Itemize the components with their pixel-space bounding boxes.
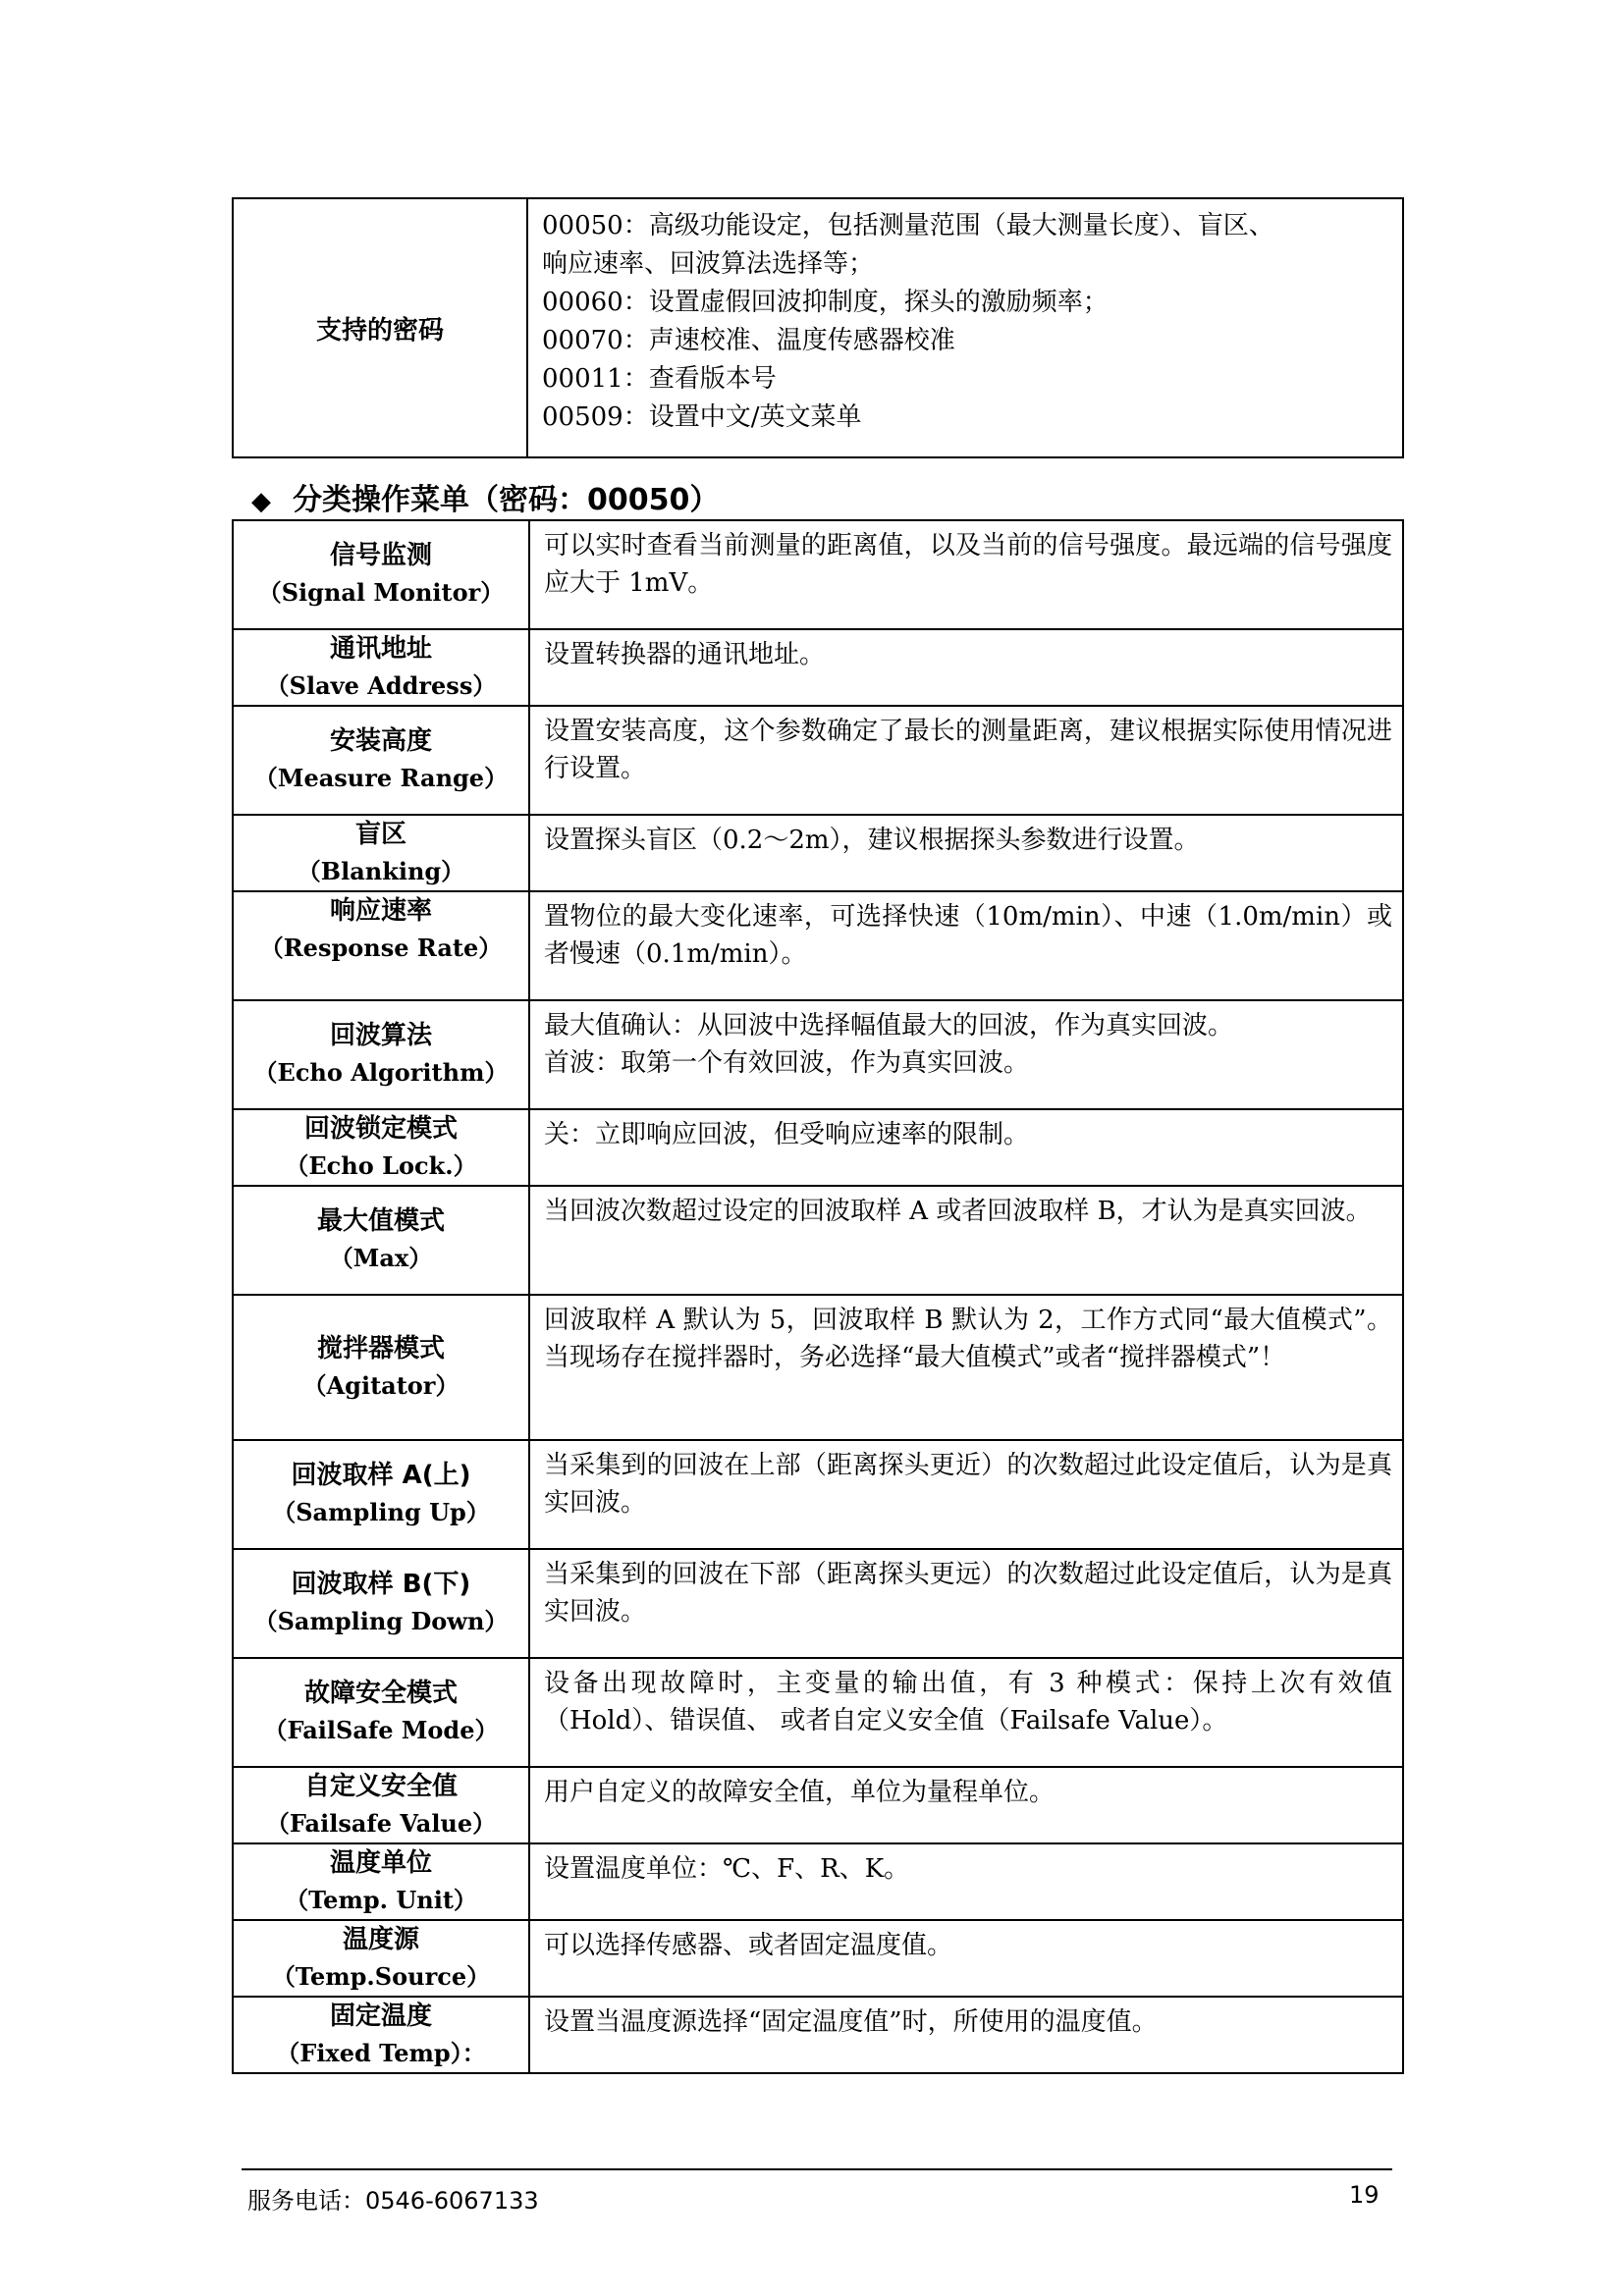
menu-name-cell bbox=[233, 1186, 529, 1295]
menu-desc-cell bbox=[529, 1767, 1403, 1843]
menu-desc: 设置探头盲区（0.2～2m），建议根据探头参数进行设置。 bbox=[544, 826, 1200, 855]
table-row bbox=[233, 1549, 1403, 1658]
menu-desc-cell bbox=[529, 1549, 1403, 1658]
table-row bbox=[233, 1109, 1403, 1186]
menu-desc-cell bbox=[529, 1920, 1403, 1997]
table-row bbox=[233, 815, 1403, 891]
menu-desc: 设置温度单位：℃、F、R、K。 bbox=[544, 1854, 910, 1884]
menu-name-cell bbox=[233, 706, 529, 815]
menu-name-en: （Measure Range） bbox=[253, 764, 509, 792]
menu-name-en: （Agitator） bbox=[302, 1371, 460, 1400]
menu-name-zh: 回波锁定模式 bbox=[303, 1114, 458, 1144]
password-line-1: 00050：高级功能设定，包括测量范围（最大测量长度）、盲区、 bbox=[542, 211, 1274, 240]
menu-name-en: （Echo Algorithm） bbox=[253, 1058, 509, 1087]
table-row bbox=[233, 1000, 1403, 1109]
password-table bbox=[232, 197, 1404, 458]
table-row bbox=[233, 706, 1403, 815]
menu-name-zh: 安装高度 bbox=[329, 726, 432, 756]
menu-desc-cell bbox=[529, 706, 1403, 815]
menu-name-en: （Blanking） bbox=[297, 857, 465, 885]
password-line-4: 00070：声速校准、温度传感器校准 bbox=[542, 326, 955, 355]
menu-name-en: （FailSafe Mode） bbox=[263, 1716, 499, 1744]
menu-name-zh: 回波取样 B(下) bbox=[291, 1570, 471, 1599]
footer-phone: 服务电话：0546-6067133 bbox=[247, 2187, 539, 2215]
menu-desc-cell bbox=[529, 1843, 1403, 1920]
table-row bbox=[233, 1843, 1403, 1920]
password-line-5: 00011：查看版本号 bbox=[542, 364, 777, 394]
menu-name-zh: 响应速率 bbox=[329, 896, 432, 926]
menu-name-zh: 信号监测 bbox=[329, 541, 432, 570]
menu-name-cell bbox=[233, 1549, 529, 1658]
menu-name-en: （Temp.Source） bbox=[271, 1962, 491, 1991]
menu-name-en: （Echo Lock.） bbox=[285, 1151, 477, 1180]
menu-name-en: （Temp. Unit） bbox=[285, 1886, 477, 1914]
menu-name-en: （Signal Monitor） bbox=[257, 578, 505, 607]
menu-name-zh: 温度单位 bbox=[329, 1848, 432, 1878]
menu-name-cell bbox=[233, 1109, 529, 1186]
footer-divider bbox=[242, 2168, 1392, 2170]
table-row bbox=[233, 1767, 1403, 1843]
menu-desc-cell bbox=[529, 1295, 1403, 1440]
page-number: 19 bbox=[1349, 2181, 1380, 2209]
menu-desc-cell bbox=[529, 520, 1403, 629]
menu-desc: 当采集到的回波在下部（距离探头更远）的次数超过此设定值后，认为是真实回波。 bbox=[544, 1560, 1392, 1627]
password-list-cell bbox=[527, 198, 1403, 457]
menu-desc: 设置安装高度，这个参数确定了最长的测量距离，建议根据实际使用情况进行设置。 bbox=[544, 717, 1392, 783]
menu-name-zh: 温度源 bbox=[342, 1925, 419, 1954]
password-line-2: 响应速率、回波算法选择等； bbox=[542, 249, 875, 279]
menu-name-cell bbox=[233, 815, 529, 891]
table-row bbox=[233, 1186, 1403, 1295]
menu-desc: 回波取样 A 默认为 5，回波取样 B 默认为 2，工作方式同“最大值模式”。当现场存在搅拌器时，务必选择“最大值模式”或者“搅拌器模式”！ bbox=[544, 1306, 1392, 1372]
menu-name-zh: 回波算法 bbox=[329, 1021, 432, 1050]
menu-desc: 最大值确认：从回波中选择幅值最大的回波，作为真实回波。 bbox=[544, 1011, 1234, 1041]
menu-desc: 关：立即响应回波，但受响应速率的限制。 bbox=[544, 1120, 1030, 1149]
menu-name-zh: 故障安全模式 bbox=[303, 1679, 458, 1708]
menu-desc: 设置当温度源选择“固定温度值”时，所使用的温度值。 bbox=[544, 2007, 1158, 2037]
menu-desc: 当回波次数超过设定的回波取样 A 或者回波取样 B，才认为是真实回波。 bbox=[544, 1197, 1372, 1226]
menu-name-zh: 固定温度 bbox=[329, 2002, 432, 2031]
menu-desc: 设置转换器的通讯地址。 bbox=[544, 640, 826, 669]
table-row bbox=[233, 1295, 1403, 1440]
menu-name-en: （Response Rate） bbox=[259, 934, 503, 962]
menu-desc: 可以选择传感器、或者固定温度值。 bbox=[544, 1931, 953, 1960]
table-row bbox=[233, 1658, 1403, 1767]
section-heading bbox=[251, 475, 719, 518]
menu-table bbox=[232, 519, 1404, 2074]
menu-name-en: （Slave Address） bbox=[265, 671, 497, 700]
menu-name-cell bbox=[233, 1000, 529, 1109]
password-line-3: 00060：设置虚假回波抑制度，探头的激励频率； bbox=[542, 288, 1109, 317]
menu-desc-cell bbox=[529, 891, 1403, 1000]
table-row bbox=[233, 1997, 1403, 2073]
menu-name-cell bbox=[233, 520, 529, 629]
table-row bbox=[233, 1920, 1403, 1997]
diamond-bullet-icon: ◆ bbox=[251, 487, 271, 516]
menu-desc: 当采集到的回波在上部（距离探头更近）的次数超过此设定值后，认为是真实回波。 bbox=[544, 1451, 1392, 1518]
menu-name-zh: 最大值模式 bbox=[316, 1206, 445, 1236]
menu-desc-cell bbox=[529, 1000, 1403, 1109]
menu-desc-cell bbox=[529, 1109, 1403, 1186]
menu-desc-cell bbox=[529, 629, 1403, 706]
menu-name-cell bbox=[233, 1658, 529, 1767]
menu-desc-second: 首波：取第一个有效回波，作为真实回波。 bbox=[544, 1048, 1030, 1078]
menu-name-cell bbox=[233, 1920, 529, 1997]
password-line-6: 00509：设置中文/英文菜单 bbox=[542, 402, 862, 432]
menu-name-en: （Sampling Up） bbox=[272, 1498, 490, 1526]
menu-name-zh: 回波取样 A(上) bbox=[291, 1461, 471, 1490]
table-row bbox=[233, 520, 1403, 629]
menu-name-en: （Sampling Down） bbox=[253, 1607, 509, 1635]
menu-desc: 设备出现故障时，主变量的输出值，有 3 种模式：保持上次有效值（Hold）、错误值、 或者自定义安全值（Failsafe Value）。 bbox=[544, 1669, 1392, 1735]
password-label: 支持的密码 bbox=[315, 315, 444, 346]
menu-desc: 置物位的最大变化速率，可选择快速（10m/min）、中速（1.0m/min）或者慢速（0.1m/min）。 bbox=[544, 902, 1392, 969]
menu-name-zh: 自定义安全值 bbox=[303, 1772, 458, 1801]
menu-name-cell bbox=[233, 1843, 529, 1920]
menu-name-en: （Fixed Temp）： bbox=[276, 2039, 486, 2067]
menu-name-cell bbox=[233, 1997, 529, 2073]
table-row bbox=[233, 891, 1403, 1000]
menu-desc-cell bbox=[529, 1997, 1403, 2073]
menu-name-cell bbox=[233, 891, 529, 1000]
menu-desc: 用户自定义的故障安全值，单位为量程单位。 bbox=[544, 1778, 1056, 1807]
section-title: 分类操作菜单（密码：00050） bbox=[293, 483, 720, 517]
menu-name-cell bbox=[233, 1767, 529, 1843]
menu-name-en: （Failsafe Value） bbox=[265, 1809, 497, 1838]
menu-name-zh: 搅拌器模式 bbox=[316, 1334, 445, 1363]
menu-desc-cell bbox=[529, 1440, 1403, 1549]
menu-name-cell bbox=[233, 629, 529, 706]
password-label-cell bbox=[233, 198, 527, 457]
table-row bbox=[233, 629, 1403, 706]
menu-name-zh: 通讯地址 bbox=[329, 634, 432, 664]
menu-name-cell bbox=[233, 1295, 529, 1440]
menu-desc: 可以实时查看当前测量的距离值，以及当前的信号强度。最远端的信号强度应大于 1mV。 bbox=[544, 531, 1392, 598]
menu-name-en: （Max） bbox=[329, 1244, 433, 1272]
menu-desc-cell bbox=[529, 1658, 1403, 1767]
menu-desc-cell bbox=[529, 815, 1403, 891]
menu-name-zh: 盲区 bbox=[354, 820, 406, 849]
menu-desc-cell bbox=[529, 1186, 1403, 1295]
menu-name-cell bbox=[233, 1440, 529, 1549]
table-row bbox=[233, 1440, 1403, 1549]
